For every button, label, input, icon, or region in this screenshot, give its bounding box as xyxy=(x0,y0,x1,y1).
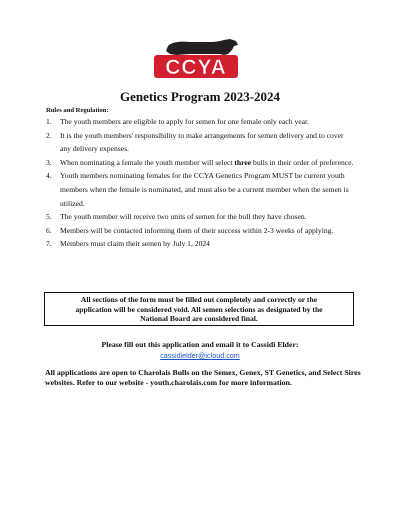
item-text: The youth members are eligible to apply for semen for one female only each year. xyxy=(60,117,310,126)
item-number: 6. xyxy=(46,225,52,235)
list-item xyxy=(46,224,356,238)
notice-line: National Board are considered final. xyxy=(140,314,258,324)
rules-heading: Rules and Regulation: xyxy=(46,107,109,114)
page-title: Genetics Program 2023-2024 xyxy=(119,89,281,104)
item-number: 7. xyxy=(46,239,52,249)
list-item xyxy=(46,210,356,224)
item-number: 1. xyxy=(46,117,52,126)
list-item xyxy=(46,156,356,170)
cow-silhouette-icon xyxy=(166,39,238,55)
notice-box xyxy=(44,292,354,326)
rules-list xyxy=(46,115,356,251)
list-item xyxy=(46,129,356,156)
item-text: The youth member will receive two units of semen for the bull they have chosen. xyxy=(60,212,307,222)
ccya-logo xyxy=(150,38,242,82)
item-text-emphasis: three xyxy=(234,157,252,167)
list-item xyxy=(46,115,356,129)
item-text: bulls in their order of preference. xyxy=(251,157,354,167)
item-number: 2. xyxy=(46,130,52,140)
item-text: When nominating a female the youth member will select xyxy=(60,157,235,167)
item-text: Members will be contacted informing them of their success within 2-3 weeks of applying. xyxy=(60,225,334,235)
notice-line: application will be considered void. All semen selections as designated by the xyxy=(75,304,323,314)
item-text: Members must claim their semen by July 1, 2024 xyxy=(60,239,210,249)
notice-line: All sections of the form must be filled out completely and correctly or the xyxy=(80,295,318,304)
list-item xyxy=(46,237,356,251)
item-text: It is the youth members' responsibility to make arrangements for semen delivery and to cover any delivery expenses. xyxy=(60,130,344,154)
list-item xyxy=(46,169,356,210)
item-number: 4. xyxy=(46,171,52,181)
applications-note: All applications are open to Charolais Bulls on the Semex, Genex, ST Genetics, and Select Sires websites. Refer to our website - youth.charolais.com for more information. xyxy=(45,368,361,388)
email-link[interactable]: cassidielder@icloud.com xyxy=(160,351,240,360)
logo-text: CCYA xyxy=(165,56,227,79)
item-number: 5. xyxy=(46,212,52,222)
item-number: 3. xyxy=(46,157,52,167)
contact-instruction: Please fill out this application and email it to Cassidi Elder: xyxy=(101,340,299,349)
item-text: Youth members nominating females for the CCYA Genetics Program MUST be current youth members when the female is nominated, and must also be a current member when the semen is utilized. xyxy=(60,171,349,208)
